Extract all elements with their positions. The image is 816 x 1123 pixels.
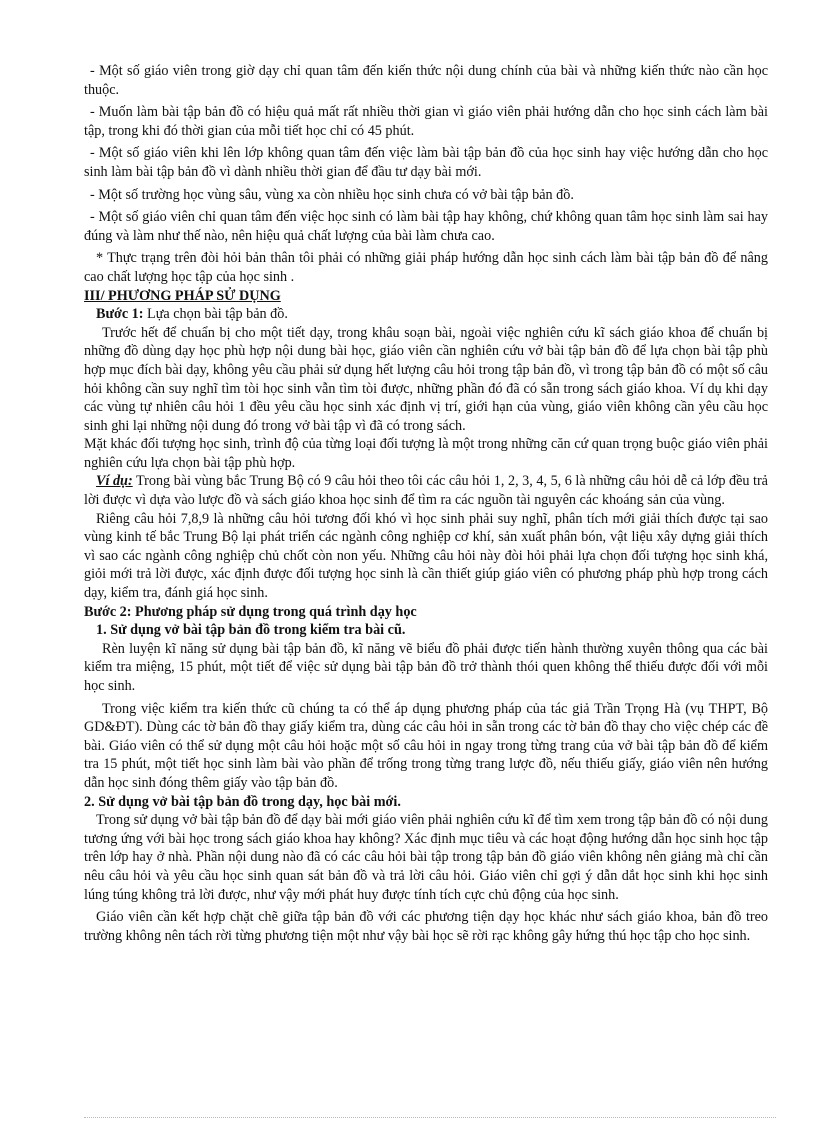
example-paragraph [84, 472, 768, 509]
step-2-heading: Bước 2: Phương pháp sử dụng trong quá trình dạy học [84, 603, 417, 620]
paragraph: * Thực trạng trên đòi hỏi bản thân tôi phải có những giải pháp hướng dẫn học sinh cách làm bài tập bản đồ để nâng cao chất lượng học tập của học sinh . [84, 250, 768, 285]
page-bottom-rule [84, 1117, 776, 1118]
paragraph: - Một số giáo viên trong giờ dạy chỉ quan tâm đến kiến thức nội dung chính của bài và những kiến thức nào cần học thuộc. [84, 63, 768, 98]
example-label: Ví dụ: [96, 473, 133, 490]
paragraph: Giáo viên cần kết hợp chặt chẽ giữa tập bản đồ với các phương tiện dạy học khác như sách giáo khoa, bản đồ treo trường không nên tách rời từng phương tiện một như vậy bài học sẽ rời rạc không gây hứng thú học tập cho học sinh. [84, 909, 768, 944]
subsection-title: 1. Sử dụng vở bài tập bản đồ trong kiểm tra bài cũ. [96, 622, 406, 639]
step-1-heading [84, 305, 768, 324]
step-1-text: Lựa chọn bài tập bản đồ. [143, 306, 288, 323]
paragraph: Riêng câu hỏi 7,8,9 là những câu hỏi tương đối khó vì học sinh phải suy nghĩ, phân tích mới giải thích được tại sao vùng kinh tế bắc Trung Bộ lại phát triển các ngành công nghiệp cơ khí, sản xuất phân bón, vật liệu xây dựng giải thích vì sao các ngành công nghiệp chủ chốt còn non yếu. Những câu hỏi này đòi hỏi phải lựa chọn đối tượng học sinh khá, giỏi mới trả lời được, xác định được đối tượng học sinh là cần thiết giúp giáo viên có phương pháp phù hợp trong cách dạy, kiểm tra, đánh giá học sinh. [84, 510, 768, 602]
section-title [84, 287, 768, 306]
document-body [84, 62, 768, 945]
paragraph: - Một số giáo viên khi lên lớp không quan tâm đến việc làm bài tập bản đồ của học sinh hay việc hướng dẫn cho học sinh làm bài tập bản đồ vì dành nhiều thời gian để đầu tư dạy bài mới. [84, 145, 768, 180]
paragraph: Mặt khác đối tượng học sinh, trình độ của từng loại đối tượng là một trong những căn cứ quan trọng buộc giáo viên phải nghiên cứu lựa chọn bài tập phù hợp. [84, 436, 768, 471]
paragraph: Rèn luyện kĩ năng sử dụng bài tập bản đồ, kĩ năng vẽ biểu đồ phải được tiến hành thường xuyên thông qua các bài kiểm tra miệng, 15 phút, một tiết để việc sử dụng bài tập bản đồ trở thành thói quen không thể thiếu được đối với mỗi học sinh. [84, 640, 768, 694]
step-1-label: Bước 1: [96, 306, 144, 323]
section-title-text: III/ PHƯƠNG PHÁP SỬ DỤNG [84, 287, 281, 304]
example-text: Trong bài vùng bắc Trung Bộ có 9 câu hỏi theo tôi các câu hỏi 1, 2, 3, 4, 5, 6 là những câu hỏi dễ cả lớp đều trả lời được vì dựa vào lược đồ và sách giáo khoa học sinh để tìm ra các nguồn tài nguyên các khoáng sản của vùng. [84, 473, 768, 509]
paragraph: Trong việc kiểm tra kiến thức cũ chúng ta có thể áp dụng phương pháp của tác giả Trần Trọng Hà (vụ THPT, Bộ GD&ĐT). Dùng các tờ bản đồ thay giấy kiểm tra, dùng các câu hỏi in sẵn trong các tờ bản đồ thay cho việc chép các đề bài. Giáo viên có thể sử dụng một câu hỏi hoặc một số câu hỏi in ngay trong từng trang của vở bài tập bản đồ để kiểm tra 15 phút, một tiết học sinh làm bài vào phần để trống trong từng trang lược đồ, nếu thiếu giấy, giáo viên nên hướng dẫn học sinh đóng thêm giấy vào tập bản đồ. [84, 700, 768, 791]
subsection-title: 2. Sử dụng vở bài tập bản đồ trong dạy, học bài mới. [84, 793, 401, 810]
paragraph: Trong sử dụng vở bài tập bản đồ để dạy bài mới giáo viên phải nghiên cứu kĩ để tìm xem trong tập bản đồ có nội dung tương ứng với bài học trong sách giáo khoa hay không? Xác định mục tiêu và các hoạt động hướng dẫn học sinh học tập trên lớp hay ở nhà. Phần nội dung nào đã có các câu hỏi bài tập trong tập bản đồ giáo viên không nên giảng mà chỉ cần nêu câu hỏi và yêu cầu học sinh quan sát bản đồ và trả lời câu hỏi. Giáo viên chỉ gợi ý dẫn dắt học sinh khi học sinh lúng túng không trả lời được, như vậy mới phát huy được tính tích cực chủ động của học sinh. [84, 812, 768, 903]
paragraph: - Muốn làm bài tập bản đồ có hiệu quả mất rất nhiều thời gian vì giáo viên phải hướng dẫn cho học sinh cách làm bài tập, trong khi đó thời gian của mỗi tiết học chỉ có 45 phút. [84, 104, 768, 139]
paragraph: Trước hết để chuẩn bị cho một tiết dạy, trong khâu soạn bài, ngoài việc nghiên cứu kĩ sách giáo khoa để chuẩn bị những đồ dùng dạy học phù hợp nội dung bài học, giáo viên cần nghiên cứu vở bài tập bản đồ để lựa chọn bài tập phù hợp mục đích bài dạy, không yêu cầu phải sử dụng hết lượng câu hỏi trong tập bản đồ, vì trong tập bản đồ có một số câu hỏi không cần suy nghĩ tìm tòi học sinh vẫn tìm tòi được, những phần đó đã có sẵn trong sách giáo khoa. Ví dụ khi dạy các vùng tự nhiên câu hỏi 1 đều yêu cầu học sinh xác định vị trí, giới hạn của vùng, giáo viên không cần yêu cầu học sinh ghi lại những nội dung đó trong vở bài tập vì đã có trong sách. [84, 324, 768, 434]
paragraph: - Một số trường học vùng sâu, vùng xa còn nhiều học sinh chưa có vở bài tập bản đồ. [90, 186, 574, 203]
paragraph: - Một số giáo viên chỉ quan tâm đến việc học sinh có làm bài tập hay không, chứ không quan tâm học sinh làm sai hay đúng và làm như thế nào, nên hiệu quả chất lượng của bài làm chưa cao. [84, 209, 768, 244]
